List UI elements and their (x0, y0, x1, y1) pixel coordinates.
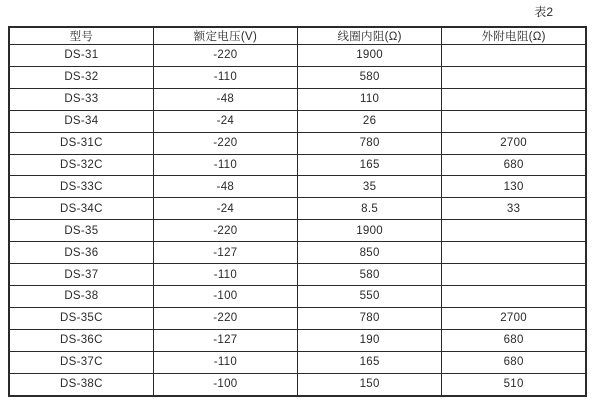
cell-rated-voltage: -110 (153, 154, 297, 176)
cell-rated-voltage: -220 (153, 45, 297, 67)
cell-coil-resistance: 580 (298, 66, 442, 88)
cell-external-resistance (442, 264, 586, 286)
column-header-external-resistance: 外附电阻(Ω) (442, 27, 586, 45)
cell-rated-voltage: -220 (153, 307, 297, 329)
cell-model: DS-35C (9, 307, 153, 329)
table-row (9, 132, 586, 154)
cell-rated-voltage: -24 (153, 110, 297, 132)
table-row (9, 285, 586, 307)
cell-coil-resistance: 110 (298, 88, 442, 110)
table-row (9, 198, 586, 220)
cell-rated-voltage: -220 (153, 132, 297, 154)
cell-external-resistance (442, 285, 586, 307)
cell-rated-voltage: -24 (153, 198, 297, 220)
cell-model: DS-37C (9, 351, 153, 373)
column-header-coil-resistance: 线圈内阻(Ω) (298, 27, 442, 45)
cell-coil-resistance: 150 (298, 373, 442, 396)
table-row (9, 220, 586, 242)
cell-model: DS-35 (9, 220, 153, 242)
table-caption: 表2 (534, 5, 553, 19)
cell-coil-resistance: 26 (298, 110, 442, 132)
cell-external-resistance (442, 88, 586, 110)
cell-model: DS-33C (9, 176, 153, 198)
cell-model: DS-36 (9, 242, 153, 264)
cell-coil-resistance: 780 (298, 132, 442, 154)
cell-external-resistance: 33 (442, 198, 586, 220)
cell-model: DS-34C (9, 198, 153, 220)
cell-coil-resistance: 8.5 (298, 198, 442, 220)
table-row (9, 66, 586, 88)
cell-rated-voltage: -110 (153, 351, 297, 373)
cell-external-resistance: 680 (442, 351, 586, 373)
table-row (9, 264, 586, 286)
table-row (9, 88, 586, 110)
table-row (9, 176, 586, 198)
table-row (9, 242, 586, 264)
cell-model: DS-32C (9, 154, 153, 176)
cell-rated-voltage: -110 (153, 66, 297, 88)
cell-external-resistance: 130 (442, 176, 586, 198)
cell-model: DS-38 (9, 285, 153, 307)
cell-coil-resistance: 1900 (298, 45, 442, 67)
cell-coil-resistance: 190 (298, 329, 442, 351)
cell-model: DS-31 (9, 45, 153, 67)
cell-coil-resistance: 550 (298, 285, 442, 307)
cell-external-resistance: 2700 (442, 132, 586, 154)
cell-external-resistance (442, 110, 586, 132)
table-body (9, 45, 586, 397)
column-header-model: 型号 (9, 27, 153, 45)
table-row (9, 307, 586, 329)
cell-external-resistance: 510 (442, 373, 586, 396)
cell-coil-resistance: 35 (298, 176, 442, 198)
cell-external-resistance (442, 45, 586, 67)
cell-rated-voltage: -127 (153, 329, 297, 351)
cell-coil-resistance: 1900 (298, 220, 442, 242)
cell-model: DS-34 (9, 110, 153, 132)
cell-coil-resistance: 165 (298, 351, 442, 373)
cell-model: DS-38C (9, 373, 153, 396)
table-header (9, 27, 586, 45)
cell-external-resistance: 680 (442, 329, 586, 351)
cell-rated-voltage: -220 (153, 220, 297, 242)
cell-external-resistance (442, 220, 586, 242)
table-row (9, 373, 586, 396)
cell-rated-voltage: -48 (153, 176, 297, 198)
cell-rated-voltage: -48 (153, 88, 297, 110)
cell-coil-resistance: 165 (298, 154, 442, 176)
cell-rated-voltage: -110 (153, 264, 297, 286)
cell-model: DS-31C (9, 132, 153, 154)
cell-rated-voltage: -127 (153, 242, 297, 264)
cell-coil-resistance: 850 (298, 242, 442, 264)
table-row (9, 329, 586, 351)
table-row (9, 45, 586, 67)
table-row (9, 351, 586, 373)
cell-coil-resistance: 580 (298, 264, 442, 286)
cell-rated-voltage: -100 (153, 373, 297, 396)
cell-coil-resistance: 780 (298, 307, 442, 329)
relay-spec-table (8, 26, 587, 397)
cell-external-resistance: 2700 (442, 307, 586, 329)
cell-rated-voltage: -100 (153, 285, 297, 307)
table-row (9, 110, 586, 132)
column-header-rated-voltage: 额定电压(V) (153, 27, 297, 45)
cell-model: DS-37 (9, 264, 153, 286)
cell-external-resistance (442, 66, 586, 88)
table-row (9, 154, 586, 176)
cell-model: DS-32 (9, 66, 153, 88)
cell-model: DS-36C (9, 329, 153, 351)
header-row (9, 27, 586, 45)
cell-external-resistance (442, 242, 586, 264)
cell-external-resistance: 680 (442, 154, 586, 176)
cell-model: DS-33 (9, 88, 153, 110)
